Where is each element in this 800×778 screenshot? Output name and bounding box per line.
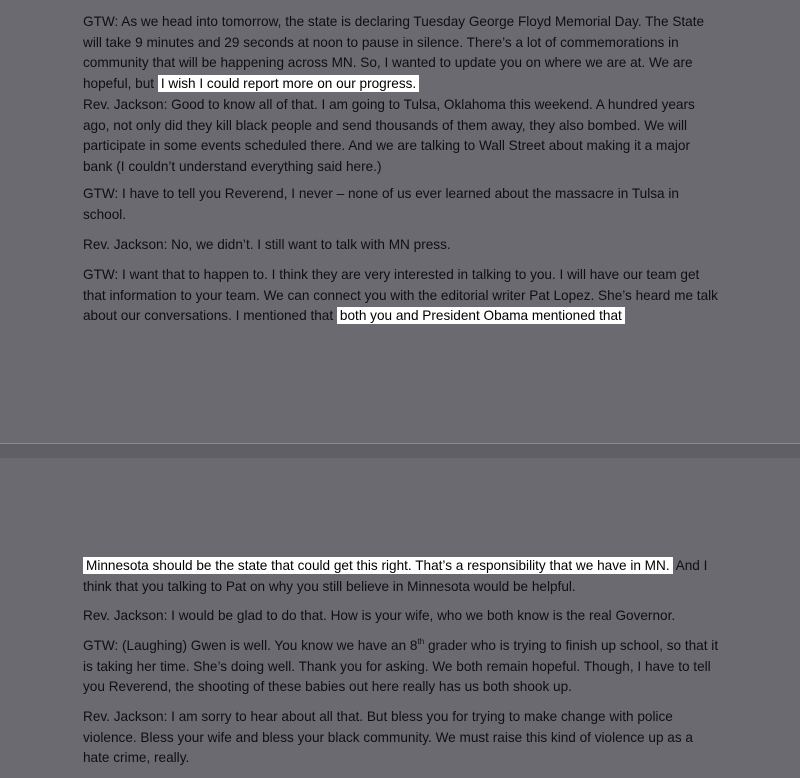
paragraph-gtw-massacre: GTW: I have to tell you Reverend, I never – none of us ever learned about the massacre in Tulsa in school. xyxy=(83,186,679,222)
paragraph-minnesota-responsibility xyxy=(83,556,723,597)
paragraph-jackson-hate-crime: Rev. Jackson: I am sorry to hear about all that. But bless you for trying to make change with police violence. Bless your wife and bless your black community. We must raise this kind of violence up as a hate crime, really. xyxy=(83,709,693,765)
superscript-ordinal: th xyxy=(417,637,425,646)
paragraph-jackson-tulsa: Rev. Jackson: Good to know all of that. I am going to Tulsa, Oklahoma this weekend. A hundred years ago, not only did they kill black people and send thousands of them away, they also bombed. We will participate in some events scheduled there. And we are talking to Wall Street about making it a major bank (I couldn’t understand everything said here.) xyxy=(83,97,695,174)
paragraph-gtw-pat-lopez xyxy=(83,265,723,327)
paragraph-text: GTW: I want that to happen to. I think they are very interested in talking to you. I will have our team get that information to your team. We can connect you with the editorial writer Pat Lopez. She’s heard me talk about our conversations. I mentioned that xyxy=(83,267,718,323)
page-break xyxy=(0,443,800,459)
highlighted-text: Minnesota should be the state that could get this right. That’s a responsibility that we have in MN. xyxy=(83,557,673,574)
paragraph-jackson-wife: Rev. Jackson: I would be glad to do that. How is your wife, who we both know is the real Governor. xyxy=(83,608,676,623)
paragraph-jackson-press: Rev. Jackson: No, we didn’t. I still want to talk with MN press. xyxy=(83,237,451,252)
highlighted-text: both you and President Obama mentioned that xyxy=(337,307,625,324)
paragraph-gtw-memorial-day xyxy=(83,12,723,94)
paragraph-gtw-gwen xyxy=(83,636,723,698)
highlighted-text: I wish I could report more on our progress. xyxy=(158,75,419,92)
document-page-2 xyxy=(0,458,800,778)
paragraph-text: grader who is trying to finish up school, so that it is taking her time. She’s doing well. Thank you for asking. We both remain hopeful. Though, I have to tell you Reverend, the shooting of these babies out here really has us both shook up. xyxy=(83,638,719,694)
paragraph-text: And I think that you talking to Pat on why you still believe in Minnesota would be helpful. xyxy=(83,558,708,594)
paragraph-text: GTW: (Laughing) Gwen is well. You know we have an 8 xyxy=(83,638,418,653)
paragraph-text: GTW: As we head into tomorrow, the state is declaring Tuesday George Floyd Memorial Day. The State will take 9 minutes and 29 seconds at noon to pause in silence. There’s a lot of commemorations in community that will be happening across MN. So, I wanted to update you on where we are at. We are hopeful, but xyxy=(83,14,705,91)
